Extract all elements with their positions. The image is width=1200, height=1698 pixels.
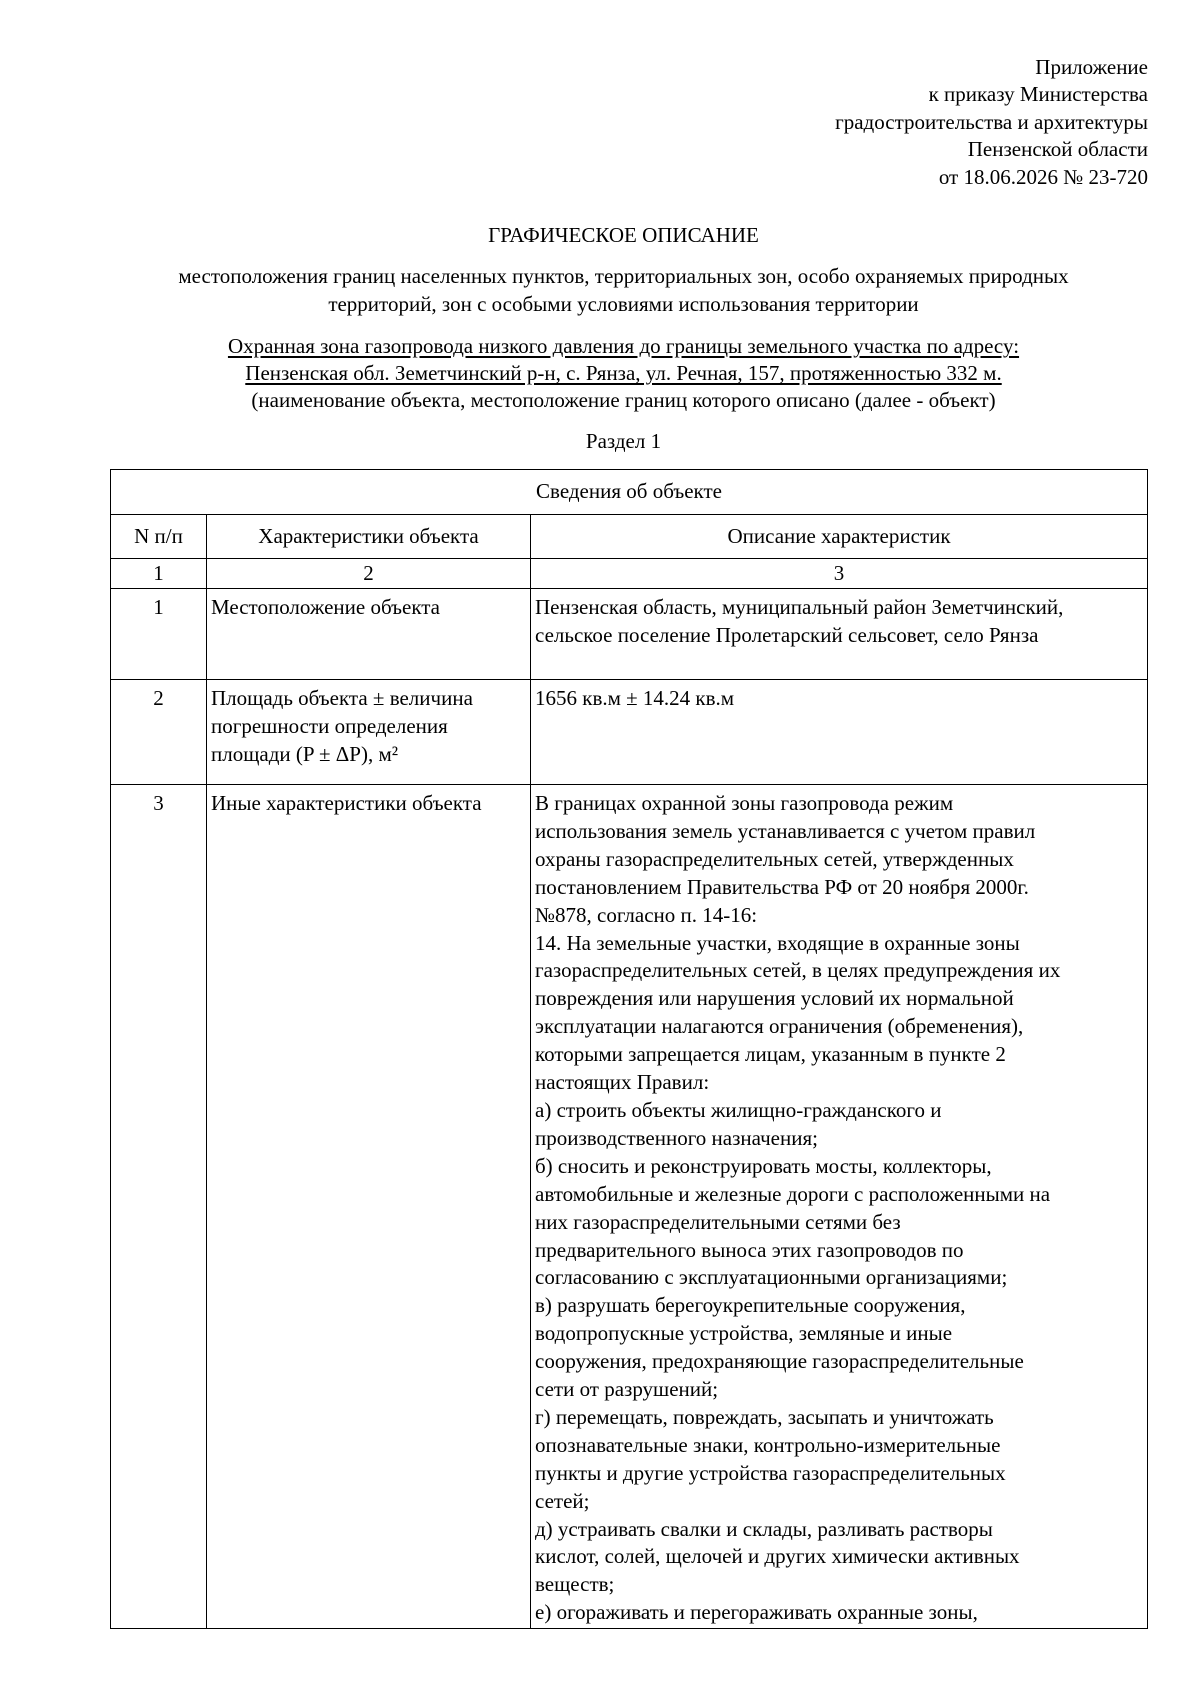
row-number: 3 xyxy=(111,785,207,1629)
row-value-line: постановлением Правительства РФ от 20 ноября 2000г. xyxy=(535,874,1029,899)
row-value-line: охраны газораспределительных сетей, утвержденных xyxy=(535,846,1014,871)
object-info-table xyxy=(110,469,1148,1629)
approval-line: от 18.06.2026 № 23-720 xyxy=(938,164,1148,189)
row-label-line: погрешности определения xyxy=(211,713,448,738)
approval-line: градостроительства и архитектуры xyxy=(835,109,1148,134)
row-label xyxy=(207,589,531,680)
row-value-line: б) сносить и реконструировать мосты, коллекторы, xyxy=(535,1153,992,1178)
table-row xyxy=(111,785,1148,1629)
row-value-line: предварительного выноса этих газопроводов по xyxy=(535,1237,964,1262)
table-caption: Сведения об объекте xyxy=(111,470,1148,515)
row-value-line: 1656 кв.м ± 14.24 кв.м xyxy=(535,686,735,710)
table-row xyxy=(111,680,1148,785)
row-label xyxy=(207,680,531,785)
row-value-line: В границах охранной зоны газопровода режим xyxy=(535,791,954,815)
row-value-line: г) перемещать, повреждать, засыпать и уничтожать xyxy=(535,1404,994,1429)
header-description: Описание характеристик xyxy=(531,515,1148,559)
row-value-line: согласованию с эксплуатационными организациями; xyxy=(535,1265,1008,1290)
row-value-line: д) устраивать свалки и склады, разливать растворы xyxy=(535,1516,993,1541)
row-value-line: настоящих Правил: xyxy=(535,1070,710,1095)
object-caption: (наименование объекта, местоположение границ которого описано (далее - объект) xyxy=(251,388,996,412)
row-label-line: Местоположение объекта xyxy=(211,595,441,619)
column-number: 3 xyxy=(531,559,1148,589)
document-subtitle-line: местоположения границ населенных пунктов, территориальных зон, особо охраняемых природных xyxy=(178,264,1069,288)
object-name-line: Пензенская обл. Земетчинский р-н, с. Рянза, ул. Речная, 157, протяженностью 332 м. xyxy=(245,361,1002,385)
row-value-line: опознавательные знаки, контрольно-измерительные xyxy=(535,1432,1001,1457)
row-label-line: Иные характеристики объекта xyxy=(211,791,482,815)
row-value-line: автомобильные и железные дороги с расположенными на xyxy=(535,1181,1051,1206)
table-row xyxy=(111,589,1148,680)
table-header-row xyxy=(111,515,1148,559)
row-value-line: а) строить объекты жилищно-гражданского и xyxy=(535,1097,942,1122)
row-value-line: производственного назначения; xyxy=(535,1125,818,1150)
row-value-line: них газораспределительными сетями без xyxy=(535,1209,901,1234)
row-value-line: повреждения или нарушения условий их нормальной xyxy=(535,986,1014,1011)
row-value-line: сооружения, предохраняющие газораспределительные xyxy=(535,1349,1024,1374)
row-number: 2 xyxy=(111,680,207,785)
row-value-line: водопропускные устройства, земляные и иные xyxy=(535,1321,953,1346)
column-number: 2 xyxy=(207,559,531,589)
row-value-line: 14. На земельные участки, входящие в охранные зоны xyxy=(535,930,1020,955)
row-number: 1 xyxy=(111,589,207,680)
row-value-line: которыми запрещается лицам, указанным в пункте 2 xyxy=(535,1042,1006,1067)
header-number: N п/п xyxy=(111,515,207,559)
row-value xyxy=(531,785,1148,1629)
row-value-line: в) разрушать берегоукрепительные сооружения, xyxy=(535,1293,966,1318)
row-value-line: сельское поселение Пролетарский сельсовет, село Рянза xyxy=(535,622,1039,647)
row-value-line: №878, согласно п. 14-16: xyxy=(535,902,758,927)
document-title: ГРАФИЧЕСКОЕ ОПИСАНИЕ xyxy=(488,223,759,247)
row-label xyxy=(207,785,531,1629)
row-value-line: е) огораживать и перегораживать охранные зоны, xyxy=(535,1600,978,1625)
row-value-line: веществ; xyxy=(535,1572,615,1597)
table-caption-row xyxy=(111,470,1148,515)
row-value-line: пункты и другие устройства газораспределительных xyxy=(535,1460,1006,1485)
row-value xyxy=(531,680,1148,785)
section-heading: Раздел 1 xyxy=(585,429,662,453)
row-value-line: использования земель устанавливается с учетом правил xyxy=(535,818,1036,843)
row-value xyxy=(531,589,1148,680)
header-characteristic: Характеристики объекта xyxy=(207,515,531,559)
column-number-row xyxy=(111,559,1148,589)
row-label-line: Площадь объекта ± величина xyxy=(211,686,473,710)
row-value-line: Пензенская область, муниципальный район Земетчинский, xyxy=(535,595,1064,619)
row-value-line: сетей; xyxy=(535,1488,590,1513)
row-value-line: газораспределительных сетей, в целях предупреждения их xyxy=(535,958,1061,983)
row-label-line: площади (P ± ΔP), м² xyxy=(211,741,399,766)
approval-line: Приложение xyxy=(1035,55,1148,79)
object-name-line: Охранная зона газопровода низкого давления до границы земельного участка по адресу: xyxy=(227,334,1020,358)
row-value-line: сети от разрушений; xyxy=(535,1377,719,1402)
row-value-line: кислот, солей, щелочей и других химически активных xyxy=(535,1544,1020,1569)
approval-line: к приказу Министерства xyxy=(928,82,1148,107)
approval-header xyxy=(835,54,1148,191)
row-value-line: эксплуатации налагаются ограничения (обременения), xyxy=(535,1014,1024,1039)
approval-line: Пензенской области xyxy=(967,137,1148,162)
column-number: 1 xyxy=(111,559,207,589)
document-subtitle-line: территорий, зон с особыми условиями использования территории xyxy=(328,292,919,316)
